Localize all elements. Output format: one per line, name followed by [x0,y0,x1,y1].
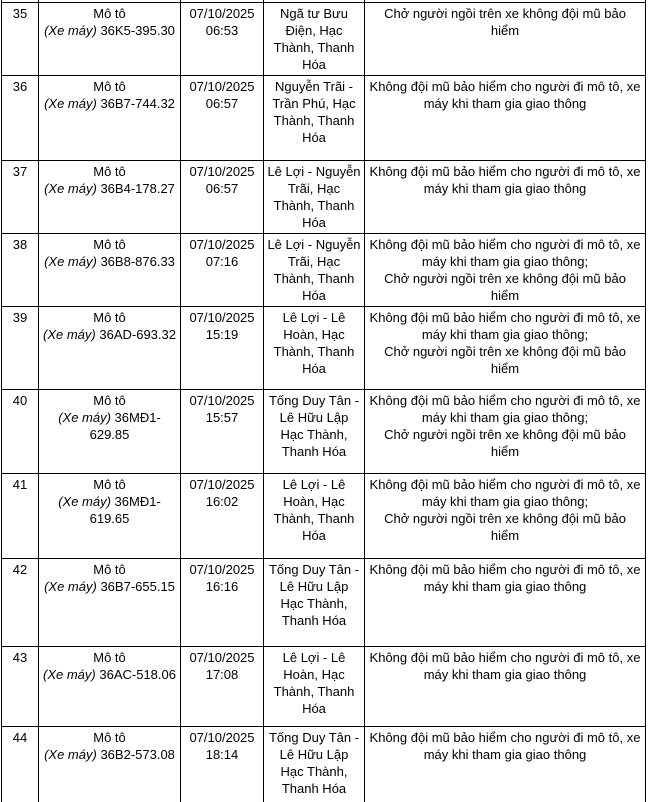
violation-cell [365,474,646,559]
violation-cell [365,161,646,234]
row-number: 35 [12,6,28,21]
location-text: Lê Lợi - Nguyễn Trãi, Hạc Thành, Thanh Hóa [267,164,361,230]
row-number: 43 [12,650,28,665]
vehicle-plate: 36B7-655.15 [100,579,175,594]
vehicle-subtype: (Xe máy) [44,747,97,762]
vehicle-subtype: (Xe máy) [44,96,97,111]
vehicle-type: Mô tô [93,164,126,179]
row-number-cell [2,559,39,647]
vehicle-plate: 36B4-178.27 [100,181,175,196]
violation-cell [365,76,646,161]
violation-text: Không đội mũ bảo hiểm cho người đi mô tô, xe máy khi tham gia giao thông; [369,393,641,425]
vehicle-cell [39,307,181,390]
location-text: Tống Duy Tân - Lê Hữu Lập Hạc Thành, Thanh Hóa [268,730,360,796]
location-text: Tống Duy Tân - Lê Hữu Lập Hạc Thành, Thanh Hóa [268,562,360,628]
violation-time: 06:57 [205,181,239,196]
vehicle-cell [39,161,181,234]
datetime-cell [181,307,264,390]
row-number-cell [2,76,39,161]
location-cell [264,76,365,161]
row-number: 40 [12,393,28,408]
violations-table [1,0,646,802]
violation-row [2,307,646,390]
violation-text: Chở người ngồi trên xe không đội mũ bảo hiểm [384,511,626,543]
violation-cell [365,647,646,727]
violation-text: Chở người ngồi trên xe không đội mũ bảo hiểm [384,6,626,38]
vehicle-subtype: (Xe máy) [44,23,97,38]
vehicle-plate: 36MĐ1-629.85 [89,410,161,442]
vehicle-cell [39,234,181,307]
violation-text: Không đội mũ bảo hiểm cho người đi mô tô, xe máy khi tham gia giao thông [369,79,641,111]
violation-text: Không đội mũ bảo hiểm cho người đi mô tô, xe máy khi tham gia giao thông; [369,237,641,269]
vehicle-plate: 36MĐ1-619.65 [89,494,161,526]
vehicle-plate: 36K5-395.30 [100,23,175,38]
vehicle-cell [39,76,181,161]
violation-text: Chở người ngồi trên xe không đội mũ bảo hiểm [384,271,626,303]
row-number-cell [2,474,39,559]
violation-row [2,647,646,727]
vehicle-plate: 36B8-876.33 [100,254,175,269]
vehicle-type: Mô tô [93,237,126,252]
location-text: Lê Lợi - Lê Hoàn, Hạc Thành, Thanh Hóa [273,477,355,543]
violation-row [2,727,646,802]
violation-time: 16:02 [205,494,239,509]
violation-row [2,559,646,647]
vehicle-type: Mô tô [93,562,126,577]
violation-row [2,161,646,234]
violation-cell [365,234,646,307]
violation-date: 07/10/2025 [189,562,255,577]
violation-text: Không đội mũ bảo hiểm cho người đi mô tô, xe máy khi tham gia giao thông [369,730,641,762]
vehicle-plate-line [41,253,178,270]
violation-date: 07/10/2025 [189,477,255,492]
violation-text: Không đội mũ bảo hiểm cho người đi mô tô, xe máy khi tham gia giao thông; [369,310,641,342]
vehicle-type: Mô tô [93,310,126,325]
violation-cell [365,307,646,390]
vehicle-plate-line [41,326,178,343]
vehicle-cell [39,3,181,76]
violation-date: 07/10/2025 [189,393,255,408]
vehicle-cell [39,559,181,647]
violation-text: Không đội mũ bảo hiểm cho người đi mô tô, xe máy khi tham gia giao thông; [369,477,641,509]
location-cell [264,390,365,474]
location-cell [264,307,365,390]
violations-table-body [2,0,646,802]
row-number: 44 [12,730,28,745]
vehicle-subtype: (Xe máy) [44,579,97,594]
row-number-cell [2,3,39,76]
vehicle-cell [39,727,181,802]
vehicle-type: Mô tô [93,730,126,745]
location-text: Tống Duy Tân - Lê Hữu Lập Hạc Thành, Thanh Hóa [268,393,360,459]
vehicle-plate: 36AD-693.32 [99,327,176,342]
violation-cell [365,727,646,802]
row-number: 39 [12,310,28,325]
vehicle-subtype: (Xe máy) [58,410,111,425]
vehicle-type: Mô tô [93,393,126,408]
violation-date: 07/10/2025 [189,6,255,21]
row-number: 38 [12,237,28,252]
row-number-cell [2,307,39,390]
vehicle-subtype: (Xe máy) [58,494,111,509]
row-number-cell [2,234,39,307]
violation-row [2,3,646,76]
vehicle-type: Mô tô [93,477,126,492]
violation-time: 18:14 [205,747,239,762]
violation-time: 16:16 [205,579,239,594]
datetime-cell [181,474,264,559]
datetime-cell [181,559,264,647]
violation-date: 07/10/2025 [189,164,255,179]
location-text: Ngã tư Bưu Điện, Hạc Thành, Thanh Hóa [273,6,355,72]
violation-text: Chở người ngồi trên xe không đội mũ bảo hiểm [384,344,626,376]
vehicle-cell [39,474,181,559]
vehicle-plate-line [41,493,178,527]
location-text: Lê Lợi - Lê Hoàn, Hạc Thành, Thanh Hóa [273,650,355,716]
row-number: 41 [12,477,28,492]
vehicle-plate-line [41,180,178,197]
vehicle-type: Mô tô [93,650,126,665]
datetime-cell [181,390,264,474]
vehicle-subtype: (Xe máy) [43,327,96,342]
vehicle-plate-line [41,746,178,763]
violation-row [2,390,646,474]
violation-date: 07/10/2025 [189,730,255,745]
row-number-cell [2,647,39,727]
violation-cell [365,3,646,76]
location-text: Lê Lợi - Lê Hoàn, Hạc Thành, Thanh Hóa [273,310,355,376]
location-cell [264,474,365,559]
violation-cell [365,390,646,474]
datetime-cell [181,76,264,161]
location-cell [264,3,365,76]
datetime-cell [181,647,264,727]
location-text: Lê Lợi - Nguyễn Trãi, Hạc Thành, Thanh Hóa [267,237,361,303]
datetime-cell [181,161,264,234]
vehicle-subtype: (Xe máy) [44,181,97,196]
violation-time: 06:57 [205,96,239,111]
vehicle-plate-line [41,578,178,595]
violation-row [2,474,646,559]
vehicle-subtype: (Xe máy) [43,667,96,682]
vehicle-plate: 36AC-518.06 [99,667,176,682]
location-cell [264,727,365,802]
vehicle-plate-line [41,95,178,112]
violation-text: Chở người ngồi trên xe không đội mũ bảo hiểm [384,427,626,459]
violation-text: Không đội mũ bảo hiểm cho người đi mô tô, xe máy khi tham gia giao thông [369,562,641,594]
vehicle-plate: 36B7-744.32 [100,96,175,111]
violation-row [2,234,646,307]
location-cell [264,234,365,307]
violation-time: 15:57 [205,410,239,425]
violation-date: 07/10/2025 [189,310,255,325]
violation-date: 07/10/2025 [189,650,255,665]
violation-time: 15:19 [205,327,239,342]
vehicle-plate-line [41,666,178,683]
location-cell [264,161,365,234]
violation-row [2,76,646,161]
vehicle-cell [39,390,181,474]
violation-text: Không đội mũ bảo hiểm cho người đi mô tô, xe máy khi tham gia giao thông [369,164,641,196]
vehicle-subtype: (Xe máy) [44,254,97,269]
vehicle-plate-line [41,409,178,443]
vehicle-type: Mô tô [93,79,126,94]
row-number: 36 [12,79,28,94]
row-number: 42 [12,562,28,577]
location-text: Nguyễn Trãi - Trần Phú, Hạc Thành, Thanh Hóa [272,79,356,145]
location-cell [264,647,365,727]
violation-time: 06:53 [205,23,239,38]
violation-date: 07/10/2025 [189,237,255,252]
row-number-cell [2,727,39,802]
violation-text: Không đội mũ bảo hiểm cho người đi mô tô, xe máy khi tham gia giao thông [369,650,641,682]
location-cell [264,559,365,647]
datetime-cell [181,3,264,76]
row-number: 37 [12,164,28,179]
datetime-cell [181,727,264,802]
violation-time: 17:08 [205,667,239,682]
row-number-cell [2,161,39,234]
vehicle-plate: 36B2-573.08 [100,747,175,762]
violation-cell [365,559,646,647]
vehicle-cell [39,647,181,727]
vehicle-type: Mô tô [93,6,126,21]
vehicle-plate-line [41,22,178,39]
row-number-cell [2,390,39,474]
violation-date: 07/10/2025 [189,79,255,94]
violation-time: 07:16 [205,254,239,269]
datetime-cell [181,234,264,307]
